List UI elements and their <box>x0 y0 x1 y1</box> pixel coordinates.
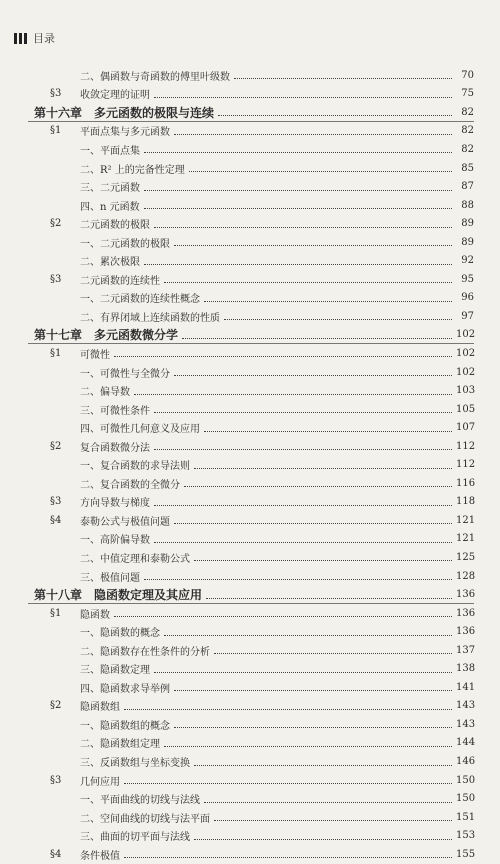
entry-title: 几何应用 <box>80 776 120 788</box>
page-number: 92 <box>461 255 474 267</box>
toc-section-entry <box>0 493 500 512</box>
toc-subsection-entry <box>0 530 500 549</box>
dot-leader <box>144 207 452 209</box>
dot-leader <box>224 318 452 320</box>
entry-title: 第十八章 隐函数定理及其应用 <box>34 588 203 603</box>
page-number: 138 <box>456 663 476 675</box>
page-number: 121 <box>456 514 476 526</box>
toc-subsection-entry <box>0 418 500 437</box>
entry-title: 第十六章 多元函数的极限与连续 <box>34 105 215 120</box>
toc-subsection-entry <box>0 641 500 660</box>
page-number: 105 <box>456 403 476 415</box>
dot-leader <box>124 782 452 784</box>
dot-leader <box>154 96 452 98</box>
page-number: 136 <box>456 607 476 619</box>
section-number: §4 <box>50 848 62 860</box>
dot-leader <box>144 189 452 191</box>
toc-subsection-entry <box>0 307 500 326</box>
page-number: 121 <box>456 533 476 545</box>
page-number: 102 <box>456 347 476 359</box>
toc-subsection-entry <box>0 660 500 679</box>
toc-section-entry <box>0 437 500 456</box>
toc-subsection-entry <box>0 567 500 586</box>
section-number: §1 <box>50 607 62 619</box>
toc-chapter-entry <box>0 585 500 604</box>
entry-title: 二、R² 上的完备性定理 <box>80 164 185 176</box>
entry-title: 二、中值定理和泰勒公式 <box>80 553 190 565</box>
entry-title: 泰勒公式与极值问题 <box>80 516 170 528</box>
page-number: 137 <box>456 644 476 656</box>
dot-leader <box>174 133 452 135</box>
page-number: 82 <box>461 125 474 137</box>
section-number: §4 <box>50 514 62 526</box>
toc-subsection-entry <box>0 363 500 382</box>
page-number: 70 <box>461 69 474 81</box>
entry-title: 二、偏导数 <box>80 387 130 399</box>
toc-chapter-entry <box>0 103 500 122</box>
section-number: §1 <box>50 125 62 137</box>
dot-leader <box>194 764 452 766</box>
dot-leader <box>204 300 452 302</box>
toc-subsection-entry <box>0 140 500 159</box>
toc-subsection-entry <box>0 548 500 567</box>
dot-leader <box>174 689 452 691</box>
entry-title: 复合函数微分法 <box>80 442 150 454</box>
dot-leader <box>206 597 452 599</box>
entry-title: 一、可微性与全微分 <box>80 368 170 380</box>
entry-title: 二元函数的极限 <box>80 220 150 232</box>
dot-leader <box>189 170 452 172</box>
dot-leader <box>124 856 452 858</box>
page-number: 103 <box>456 385 476 397</box>
section-number: §3 <box>50 774 62 786</box>
entry-title: 二、空间曲线的切线与法平面 <box>80 813 210 825</box>
section-number: §2 <box>50 700 62 712</box>
entry-title: 三、隐函数定理 <box>80 665 150 677</box>
toc-subsection-entry <box>0 289 500 308</box>
dot-leader <box>174 522 452 524</box>
page-number: 75 <box>461 88 474 100</box>
toc-subsection-entry <box>0 381 500 400</box>
toc-subsection-entry <box>0 455 500 474</box>
entry-title: 三、极值问题 <box>80 572 140 584</box>
dot-leader <box>182 337 452 339</box>
page-number: 143 <box>456 718 476 730</box>
toc-section-entry <box>0 85 500 104</box>
toc-subsection-entry <box>0 66 500 85</box>
dot-leader <box>204 430 452 432</box>
entry-title: 第十七章 多元函数微分学 <box>34 328 179 343</box>
section-number: §1 <box>50 347 62 359</box>
page-number: 136 <box>456 626 476 638</box>
page-number: 97 <box>461 310 474 322</box>
page-number: 82 <box>461 143 474 155</box>
dot-leader <box>174 244 452 246</box>
toc-subsection-entry <box>0 622 500 641</box>
dot-leader <box>154 448 452 450</box>
page-number: 89 <box>461 236 474 248</box>
dot-leader <box>114 615 452 617</box>
dot-leader <box>214 652 452 654</box>
dot-leader <box>154 411 452 413</box>
toc-section-entry <box>0 270 500 289</box>
entry-title: 一、二元函数的连续性概念 <box>80 294 200 306</box>
table-of-contents <box>0 66 500 864</box>
toc-subsection-entry <box>0 474 500 493</box>
section-number: §3 <box>50 273 62 285</box>
toc-subsection-entry <box>0 715 500 734</box>
entry-title: 二、偶函数与奇函数的傅里叶级数 <box>80 71 230 83</box>
entry-title: 三、曲面的切平面与法线 <box>80 832 190 844</box>
dot-leader <box>174 726 452 728</box>
dot-leader <box>184 485 452 487</box>
toc-subsection-entry <box>0 159 500 178</box>
toc-subsection-entry <box>0 826 500 845</box>
section-number: §2 <box>50 440 62 452</box>
dot-leader <box>164 745 452 747</box>
dot-leader <box>134 393 452 395</box>
entry-title: 平面点集与多元函数 <box>80 127 170 139</box>
entry-title: 二、累次极限 <box>80 257 140 269</box>
page-number: 102 <box>456 329 476 341</box>
page-number: 82 <box>461 106 474 118</box>
entry-title: 收敛定理的证明 <box>80 90 150 102</box>
page-number: 136 <box>456 589 476 601</box>
toc-section-entry <box>0 122 500 141</box>
entry-title: 一、二元函数的极限 <box>80 238 170 250</box>
dot-leader <box>144 263 452 265</box>
dot-leader <box>114 355 452 357</box>
dot-leader <box>234 77 452 79</box>
dot-leader <box>194 559 452 561</box>
toc-subsection-entry <box>0 177 500 196</box>
entry-title: 四、可微性几何意义及应用 <box>80 424 200 436</box>
entry-title: 一、平面曲线的切线与法线 <box>80 795 200 807</box>
page-number: 153 <box>456 830 476 842</box>
entry-title: 二、有界闭域上连续函数的性质 <box>80 312 220 324</box>
dot-leader <box>204 801 452 803</box>
toc-subsection-entry <box>0 678 500 697</box>
entry-title: 一、复合函数的求导法则 <box>80 461 190 473</box>
toc-section-entry <box>0 604 500 623</box>
page-number: 146 <box>456 756 476 767</box>
dot-leader <box>174 374 452 376</box>
toc-subsection-entry <box>0 789 500 808</box>
entry-title: 二、复合函数的全微分 <box>80 479 180 491</box>
page-number: 144 <box>456 737 476 749</box>
page-number: 87 <box>461 181 474 193</box>
running-header <box>14 30 55 46</box>
toc-section-entry <box>0 511 500 530</box>
page-number: 155 <box>456 848 476 860</box>
entry-title: 可微性 <box>80 349 110 361</box>
entry-title: 一、隐函数组的概念 <box>80 720 170 732</box>
section-number: §2 <box>50 218 62 230</box>
dot-leader <box>154 541 452 543</box>
page-number: 125 <box>456 551 476 563</box>
page-number: 150 <box>456 774 476 786</box>
toc-section-entry <box>0 845 500 864</box>
dot-leader <box>144 578 452 580</box>
toc-section-entry <box>0 344 500 363</box>
dot-leader <box>154 504 452 506</box>
entry-title: 三、二元函数 <box>80 183 140 195</box>
toc-subsection-entry <box>0 808 500 827</box>
entry-title: 隐函数组 <box>80 702 120 714</box>
toc-subsection-entry <box>0 251 500 270</box>
entry-title: 三、反函数组与坐标变换 <box>80 758 190 769</box>
page-number: 112 <box>456 459 476 471</box>
header-label: 目录 <box>33 32 55 45</box>
page-number: 116 <box>456 477 476 489</box>
entry-title: 四、隐函数求导举例 <box>80 683 170 695</box>
page-number: 118 <box>456 496 476 508</box>
entry-title: 三、可微性条件 <box>80 405 150 417</box>
page-number: 107 <box>456 422 476 434</box>
entry-title: 二、隐函数存在性条件的分析 <box>80 646 210 658</box>
page-number: 88 <box>461 199 474 211</box>
section-number: §3 <box>50 88 62 100</box>
dot-leader <box>164 281 452 283</box>
entry-title: 隐函数 <box>80 609 110 621</box>
page-number: 89 <box>461 218 474 230</box>
page-number: 141 <box>456 681 476 693</box>
dot-leader <box>154 226 452 228</box>
page-number: 96 <box>461 292 474 304</box>
toc-section-entry <box>0 214 500 233</box>
toc-section-entry <box>0 697 500 716</box>
toc-subsection-entry <box>0 233 500 252</box>
entry-title: 四、n 元函数 <box>80 201 140 213</box>
dot-leader <box>124 708 452 710</box>
entry-title: 一、高阶偏导数 <box>80 535 150 547</box>
page-number: 102 <box>456 366 476 378</box>
page-number: 85 <box>461 162 474 174</box>
section-number: §3 <box>50 496 62 508</box>
page-number: 143 <box>456 700 476 712</box>
page-number: 151 <box>456 811 476 823</box>
dot-leader <box>214 819 452 821</box>
dot-leader <box>164 634 452 636</box>
page-number: 112 <box>456 440 476 452</box>
entry-title: 一、隐函数的概念 <box>80 628 160 640</box>
dot-leader <box>194 467 452 469</box>
toc-subsection-entry <box>0 400 500 419</box>
entry-title: 方向导数与梯度 <box>80 498 150 510</box>
toc-chapter-entry <box>0 326 500 345</box>
entry-title: 条件极值 <box>80 850 120 862</box>
dot-leader <box>154 671 452 673</box>
toc-subsection-entry <box>0 734 500 753</box>
entry-title: 一、平面点集 <box>80 145 140 157</box>
dot-leader <box>194 838 452 840</box>
toc-subsection-entry <box>0 196 500 215</box>
dot-leader <box>218 114 452 116</box>
entry-title: 二元函数的连续性 <box>80 275 160 287</box>
page-number: 128 <box>456 570 476 582</box>
page-number: 150 <box>456 793 476 805</box>
entry-title: 二、隐函数组定理 <box>80 739 160 751</box>
page-number: 95 <box>461 273 474 285</box>
dot-leader <box>144 151 452 153</box>
toc-subsection-entry <box>0 752 500 771</box>
header-bars-icon <box>14 33 27 44</box>
